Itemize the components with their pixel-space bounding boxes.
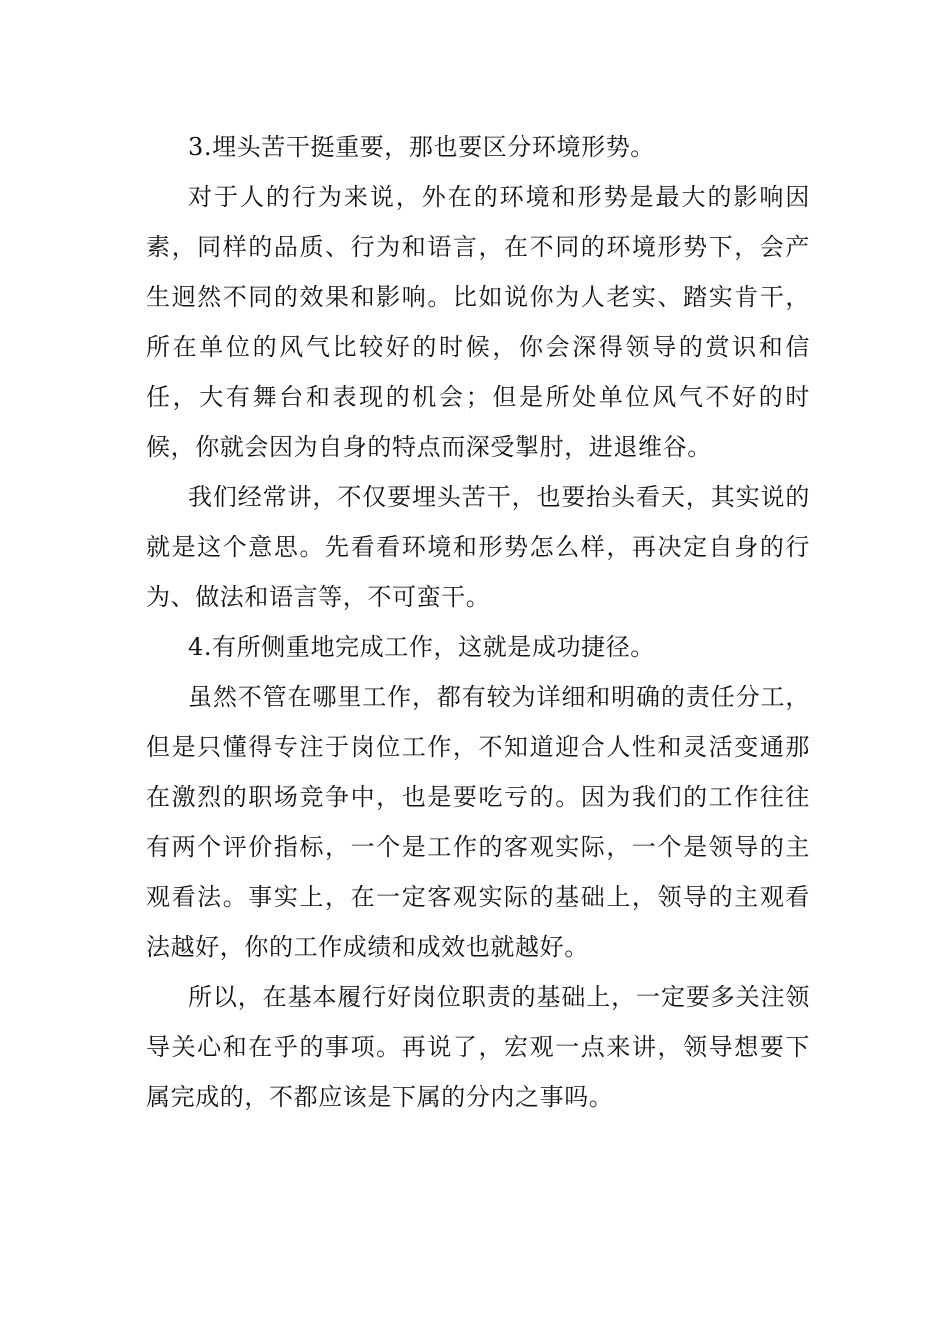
paragraph-conclusion: 所以，在基本履行好岗位职责的基础上，一定要多关注领导关心和在乎的事项。再说了，宏观一点来讲，领导想要下属完成的，不都应该是下属的分内之事吗。 <box>146 983 810 1111</box>
section-heading-4: 4.有所侧重地完成工作，这就是成功捷径。 <box>188 633 655 661</box>
section-heading-3: 3.埋头苦干挺重要，那也要区分环境形势。 <box>188 133 655 161</box>
paragraph-look-up: 我们经常讲，不仅要埋头苦干，也要抬头看天，其实说的就是这个意思。先看看环境和形势怎么样，再决定自身的行为、做法和语言等，不可蛮干。 <box>146 483 810 611</box>
paragraph-evaluation: 虽然不管在哪里工作，都有较为详细和明确的责任分工，但是只懂得专注于岗位工作，不知道迎合人性和灵活变通那在激烈的职场竞争中，也是要吃亏的。因为我们的工作往往有两个评价指标，一个是工作的客观实际，一个是领导的主观看法。事实上，在一定客观实际的基础上，领导的主观看法越好，你的工作成绩和成效也就越好。 <box>146 683 810 961</box>
document-body <box>146 122 810 1122</box>
paragraph-environment: 对于人的行为来说，外在的环境和形势是最大的影响因素，同样的品质、行为和语言，在不同的环境形势下，会产生迥然不同的效果和影响。比如说你为人老实、踏实肯干，所在单位的风气比较好的时候，你会深得领导的赏识和信任，大有舞台和表现的机会；但是所处单位风气不好的时候，你就会因为自身的特点而深受掣肘，进退维谷。 <box>146 183 810 461</box>
